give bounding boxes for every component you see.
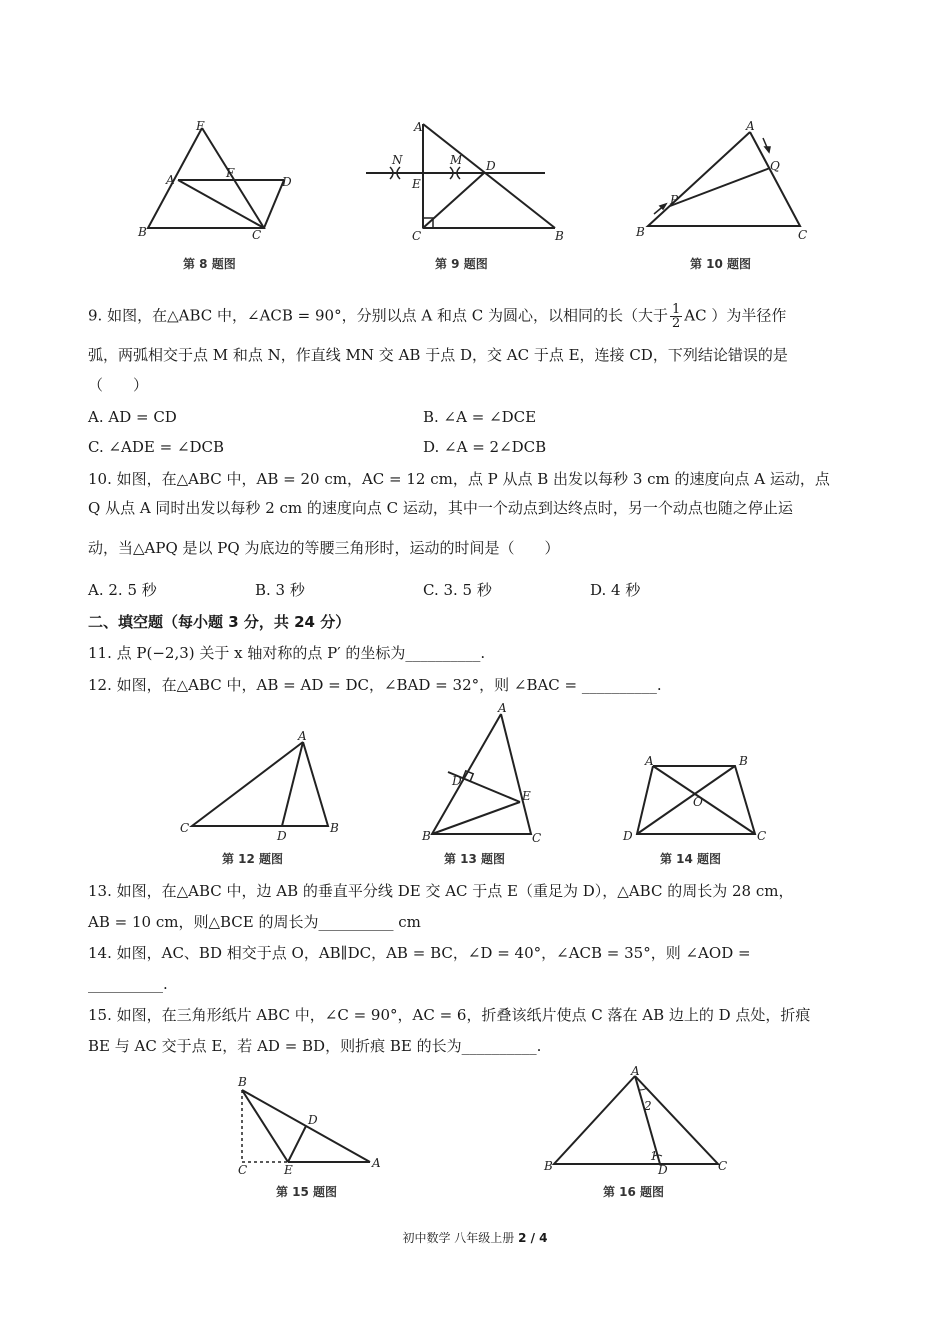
fig15-label-c: C bbox=[238, 1163, 248, 1177]
fig8-label-c: C bbox=[252, 228, 262, 242]
fig15-label-d: D bbox=[308, 1113, 318, 1127]
figure-14 bbox=[615, 752, 785, 844]
fig13-label-c: C bbox=[532, 831, 542, 845]
fig10-label-a: A bbox=[746, 119, 755, 133]
q9-fraction bbox=[670, 303, 682, 330]
fig14-label-b: B bbox=[739, 754, 748, 768]
q9-option-b: B. ∠A = ∠DCE bbox=[423, 408, 537, 426]
figure-10 bbox=[632, 118, 817, 242]
q10-line-1: 10. 如图，在△ABC 中，AB = 20 cm，AC = 12 cm，点 P 从点 B 出发以每秒 3 cm 的速度向点 A 运动，点 bbox=[88, 470, 830, 488]
fig10-label-q: Q bbox=[770, 159, 780, 173]
fig16-label-1: 1 bbox=[650, 1149, 658, 1163]
figure-15 bbox=[230, 1072, 390, 1180]
fig10-label-b: B bbox=[636, 225, 645, 239]
q9-option-d: D. ∠A = 2∠DCB bbox=[423, 438, 547, 456]
fig12-caption: 第 12 题图 bbox=[222, 852, 284, 866]
fig9-label-c: C bbox=[412, 229, 422, 243]
figure-12 bbox=[178, 728, 348, 843]
fig12-label-c: C bbox=[180, 821, 190, 835]
fig9-label-e: E bbox=[412, 177, 421, 191]
q9-option-c: C. ∠ADE = ∠DCB bbox=[88, 438, 225, 456]
fig10-label-c: C bbox=[798, 228, 808, 242]
fig16-label-d: D bbox=[658, 1163, 668, 1177]
fig16-label-c: C bbox=[718, 1159, 728, 1173]
section-2-heading: 二、填空题（每小题 3 分，共 24 分） bbox=[88, 613, 351, 631]
q13-line-1: 13. 如图，在△ABC 中，边 AB 的垂直平分线 DE 交 AC 于点 E（重足为 D），△ABC 的周长为 28 cm， bbox=[88, 882, 794, 900]
q9-line-3: （ ） bbox=[88, 376, 149, 394]
fig9-label-m: M bbox=[450, 153, 463, 167]
fig8-label-a: A bbox=[166, 173, 175, 187]
fig12-label-a: A bbox=[298, 729, 307, 743]
page-footer bbox=[0, 1229, 950, 1246]
q10-option-a: A. 2. 5 秒 bbox=[88, 581, 157, 599]
fig9-caption: 第 9 题图 bbox=[435, 257, 488, 271]
fig13-label-d: D bbox=[452, 774, 462, 788]
fig9-label-d: D bbox=[486, 159, 496, 173]
q13-line-2: AB = 10 cm，则△BCE 的周长为__________ cm bbox=[88, 913, 421, 931]
fig15-label-b: B bbox=[238, 1075, 247, 1089]
q10-option-d: D. 4 秒 bbox=[590, 581, 641, 599]
q14-line-2: __________. bbox=[88, 975, 168, 993]
fig8-label-b: B bbox=[138, 225, 147, 239]
q9-frac-num: 1 bbox=[671, 302, 681, 317]
figure-8 bbox=[130, 118, 300, 240]
fig14-label-d: D bbox=[623, 829, 633, 843]
fig13-label-a: A bbox=[498, 701, 507, 715]
fig9-label-n: N bbox=[392, 153, 403, 167]
fig13-caption: 第 13 题图 bbox=[444, 852, 506, 866]
fig15-label-e: E bbox=[284, 1163, 293, 1177]
fig13-label-b: B bbox=[422, 829, 431, 843]
q14-line-1: 14. 如图，AC、BD 相交于点 O，AB∥DC，AB = BC，∠D = 40°，∠ACB = 35°，则 ∠AOD = bbox=[88, 944, 751, 962]
fig12-label-b: B bbox=[330, 821, 339, 835]
fig16-label-a: A bbox=[631, 1064, 640, 1078]
q11-text: 11. 点 P(−2,3) 关于 x 轴对称的点 P′ 的坐标为__________. bbox=[88, 644, 486, 662]
fig9-label-a: A bbox=[414, 120, 423, 134]
q10-option-b: B. 3 秒 bbox=[255, 581, 305, 599]
q9-text-a: 9. 如图，在△ABC 中，∠ACB = 90°，分别以点 A 和点 C 为圆心，以相同的长（大于 bbox=[88, 306, 668, 325]
fig15-caption: 第 15 题图 bbox=[276, 1185, 338, 1199]
fig8-caption: 第 8 题图 bbox=[183, 257, 236, 271]
fig8-label-d: D bbox=[282, 175, 292, 189]
q9-option-a: A. AD = CD bbox=[88, 408, 177, 426]
fig8-label-e: E bbox=[196, 119, 205, 133]
fig13-label-e: E bbox=[522, 789, 531, 803]
fig14-label-c: C bbox=[757, 829, 767, 843]
fig8-label-f: F bbox=[226, 166, 235, 180]
fig16-label-2: 2 bbox=[644, 1099, 652, 1113]
fig14-label-o: O bbox=[693, 795, 703, 809]
q15-line-2: BE 与 AC 交于点 E，若 AD = BD，则折痕 BE 的长为__________. bbox=[88, 1037, 542, 1055]
q10-option-c: C. 3. 5 秒 bbox=[423, 581, 492, 599]
q9-line-2: 弧，两弧相交于点 M 和点 N，作直线 MN 交 AB 于点 D，交 AC 于点 E，连接 CD，下列结论错误的是 bbox=[88, 346, 788, 364]
fig10-caption: 第 10 题图 bbox=[690, 257, 752, 271]
fig16-label-b: B bbox=[544, 1159, 553, 1173]
q15-line-1: 15. 如图，在三角形纸片 ABC 中，∠C = 90°，AC = 6，折叠该纸片使点 C 落在 AB 边上的 D 点处，折痕 bbox=[88, 1006, 811, 1024]
q9-text-b: AC ）为半径作 bbox=[684, 306, 787, 325]
fig10-label-p: P bbox=[670, 193, 679, 207]
figure-16 bbox=[540, 1066, 735, 1178]
figure-9 bbox=[360, 118, 570, 243]
q12-text: 12. 如图，在△ABC 中，AB = AD = DC，∠BAD = 32°，则 ∠BAC = __________. bbox=[88, 676, 662, 694]
fig15-label-a: A bbox=[372, 1156, 381, 1170]
footer-text: 初中数学 八年级上册 bbox=[402, 1231, 519, 1245]
q10-line-2: Q 从点 A 同时出发以每秒 2 cm 的速度向点 C 运动，其中一个动点到达终点时，另一个动点也随之停止运 bbox=[88, 499, 793, 517]
figure-13 bbox=[416, 700, 556, 845]
q9-frac-den: 2 bbox=[671, 316, 681, 331]
q9-line-1 bbox=[88, 303, 786, 330]
page-number: 2 / 4 bbox=[518, 1231, 548, 1245]
fig14-caption: 第 14 题图 bbox=[660, 852, 722, 866]
fig12-label-d: D bbox=[277, 829, 287, 843]
q10-line-3: 动，当△APQ 是以 PQ 为底边的等腰三角形时，运动的时间是（ ） bbox=[88, 539, 560, 557]
fig9-label-b: B bbox=[555, 229, 564, 243]
fig14-label-a: A bbox=[645, 754, 654, 768]
fig16-caption: 第 16 题图 bbox=[603, 1185, 665, 1199]
